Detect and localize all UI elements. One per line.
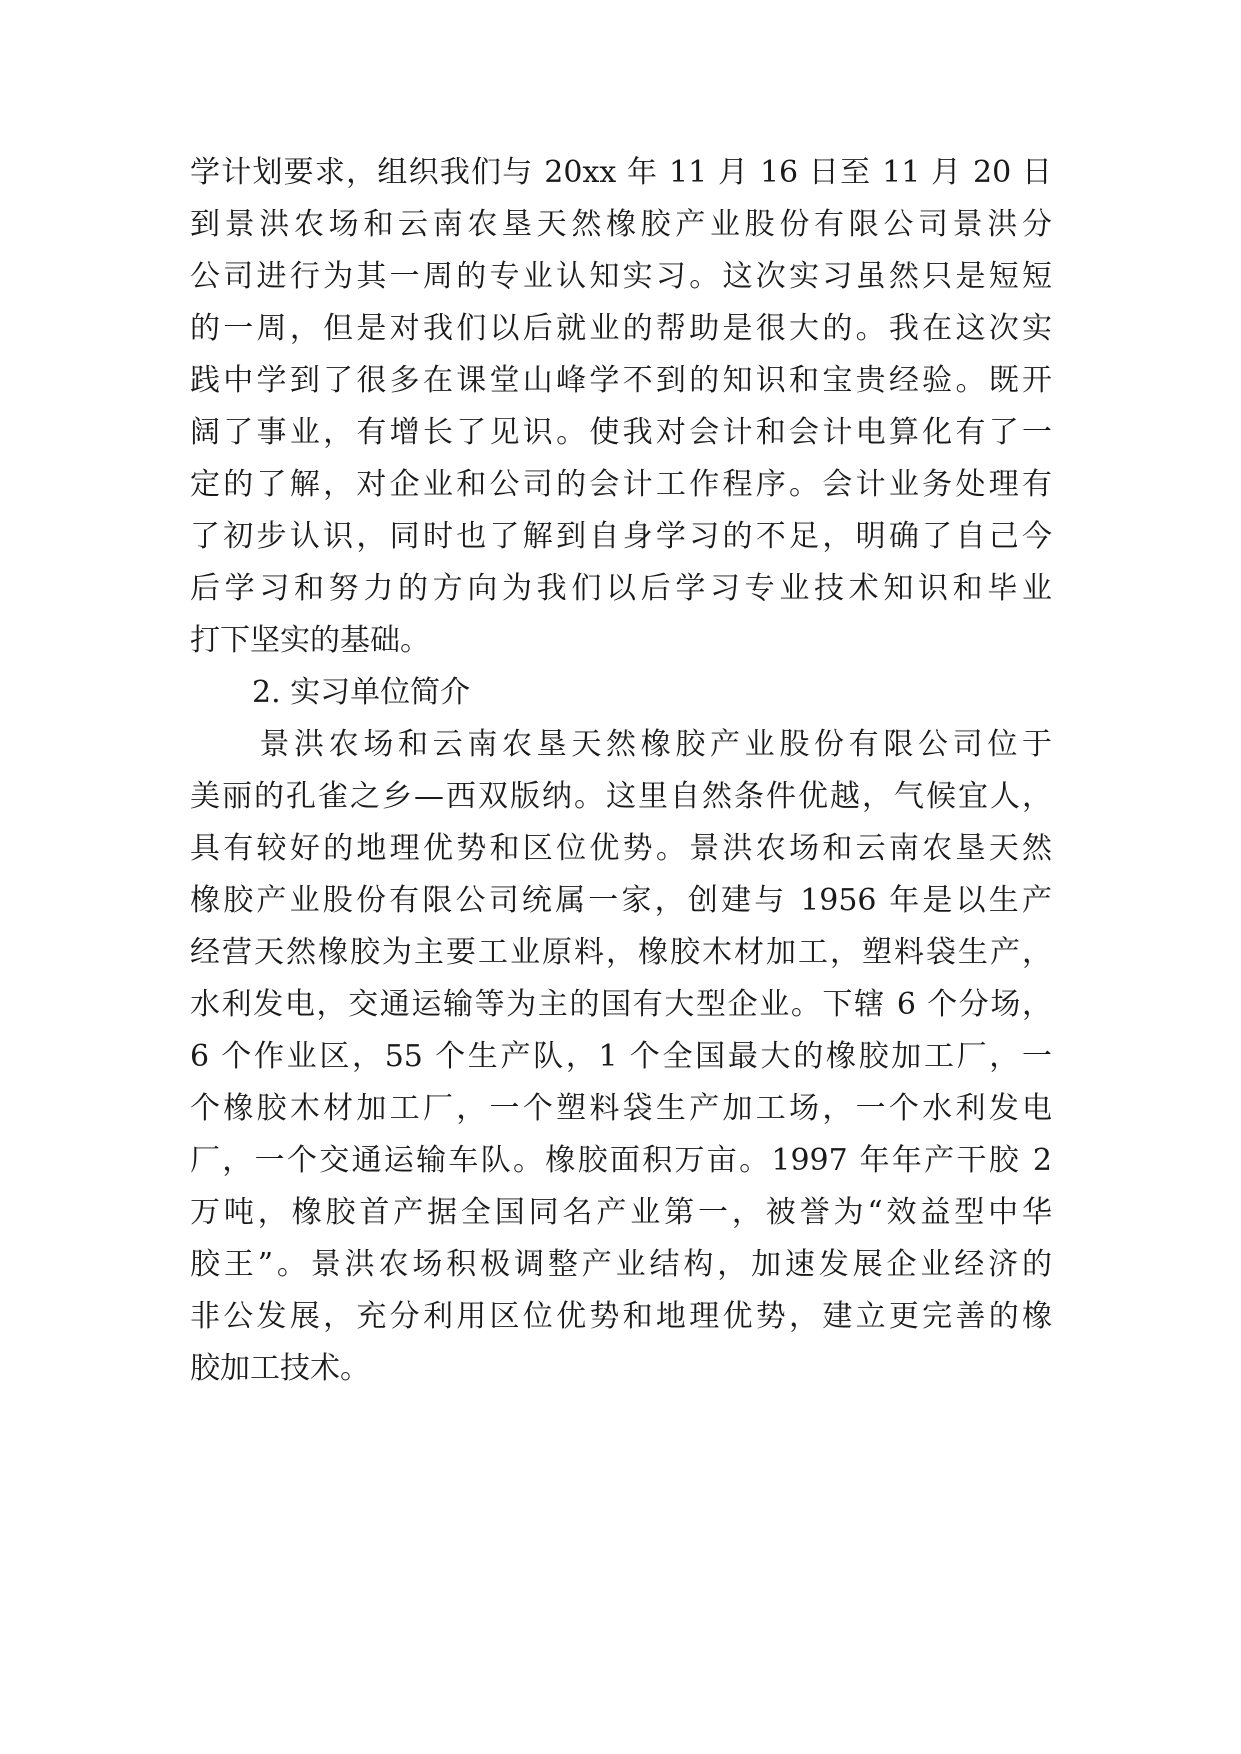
paragraph-line: 具有较好的地理优势和区位优势。景洪农场和云南农垦天然 bbox=[190, 831, 1052, 866]
paragraph-line: 践中学到了很多在课堂山峰学不到的知识和宝贵经验。既开 bbox=[190, 363, 1052, 398]
paragraph-line: 橡胶产业股份有限公司统属一家，创建与 1956 年是以生产 bbox=[190, 883, 1052, 918]
paragraph-line: 非公发展，充分利用区位优势和地理优势，建立更完善的橡 bbox=[190, 1299, 1052, 1334]
paragraph-line: 胶王”。景洪农场积极调整产业结构，加速发展企业经济的 bbox=[190, 1247, 1052, 1282]
paragraph-line: 美丽的孔雀之乡—西双版纳。这里自然条件优越，气候宜人， bbox=[190, 779, 1052, 814]
paragraph-line: 阔了事业，有增长了见识。使我对会计和会计电算化有了一 bbox=[190, 415, 1052, 450]
paragraph-line: 万吨，橡胶首产据全国同名产业第一，被誉为“效益型中华 bbox=[190, 1195, 1052, 1230]
paragraph-line: 学计划要求，组织我们与 20xx 年 11 月 16 日至 11 月 20 日 bbox=[190, 155, 1052, 190]
paragraph-line: 经营天然橡胶为主要工业原料，橡胶木材加工，塑料袋生产， bbox=[190, 935, 1052, 970]
paragraph-line: 景洪农场和云南农垦天然橡胶产业股份有限公司位于 bbox=[190, 727, 1052, 762]
paragraph-line: 公司进行为其一周的专业认知实习。这次实习虽然只是短短 bbox=[190, 259, 1052, 294]
paragraph-line: 了初步认识，同时也了解到自身学习的不足，明确了自己今 bbox=[190, 519, 1052, 554]
paragraph-line: 的一周，但是对我们以后就业的帮助是很大的。我在这次实 bbox=[190, 311, 1052, 346]
paragraph-line: 到景洪农场和云南农垦天然橡胶产业股份有限公司景洪分 bbox=[190, 207, 1052, 242]
paragraph-line: 厂，一个交通运输车队。橡胶面积万亩。1997 年年产干胶 2 bbox=[190, 1143, 1052, 1178]
paragraph-line: 6 个作业区，55 个生产队，1 个全国最大的橡胶加工厂，一 bbox=[190, 1039, 1052, 1074]
paragraph-line: 水利发电，交通运输等为主的国有大型企业。下辖 6 个分场， bbox=[190, 987, 1052, 1022]
paragraph-internship-summary bbox=[190, 147, 1052, 667]
paragraph-line: 个橡胶木材加工厂，一个塑料袋生产加工场，一个水利发电 bbox=[190, 1091, 1052, 1126]
paragraph-company-intro bbox=[190, 719, 1052, 1395]
paragraph-line: 胶加工技术。 bbox=[190, 1351, 370, 1386]
section-heading: 2. 实习单位简介 bbox=[252, 675, 471, 710]
paragraph-line: 打下坚实的基础。 bbox=[190, 623, 430, 658]
paragraph-line: 后学习和努力的方向为我们以后学习专业技术知识和毕业 bbox=[190, 571, 1052, 606]
paragraph-line: 定的了解，对企业和公司的会计工作程序。会计业务处理有 bbox=[190, 467, 1052, 502]
